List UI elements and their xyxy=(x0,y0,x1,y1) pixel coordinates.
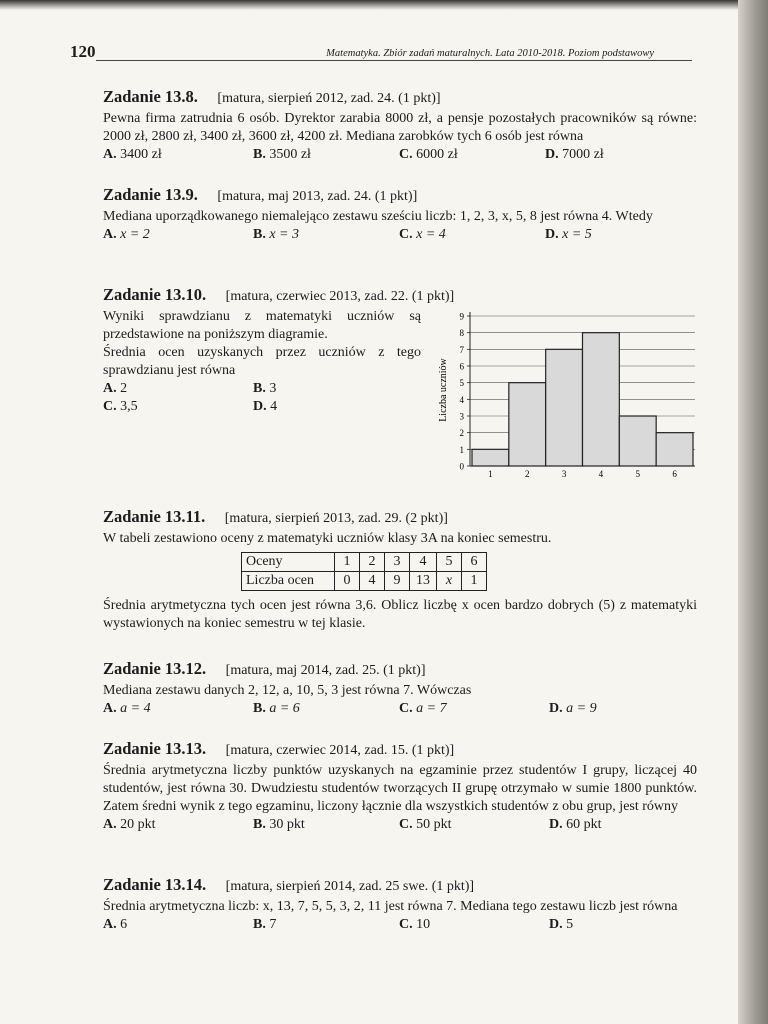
table-row-header: Oceny xyxy=(242,553,335,572)
task-text: Średnia arytmetyczna tych ocen jest równa 3,6. Oblicz liczbę x ocen bardzo dobrych (5) z matematyki wystawionych na koniec semestru w tej klasie. xyxy=(103,598,697,631)
y-tick-label: 8 xyxy=(459,328,464,339)
x-tick-label: 1 xyxy=(488,469,493,479)
answer-b: B. 7 xyxy=(253,917,277,932)
x-tick-label: 5 xyxy=(635,469,640,479)
answer-c: C. 3,5 xyxy=(103,399,138,414)
table-row xyxy=(242,553,487,572)
answer-c: C. 10 xyxy=(399,917,431,932)
task-13-9 xyxy=(103,186,697,245)
running-title: Matematyka. Zbiór zadań maturalnych. Lata 2010-2018. Poziom podstawowy xyxy=(326,48,654,59)
x-tick-label: 4 xyxy=(598,469,604,479)
table-cell: 1 xyxy=(335,553,360,572)
task-source: [matura, czerwiec 2013, zad. 22. (1 pkt)] xyxy=(225,289,455,304)
table-cell: 4 xyxy=(410,553,437,572)
y-tick-label: 2 xyxy=(459,428,464,439)
y-tick-label: 4 xyxy=(459,394,464,405)
answer-a: A. 20 pkt xyxy=(103,817,156,832)
task-source: [matura, czerwiec 2014, zad. 15. (1 pkt)] xyxy=(225,743,455,758)
answer-row xyxy=(103,916,697,935)
answer-a: A. 3400 zł xyxy=(103,147,162,162)
answer-c: C. 50 pkt xyxy=(399,817,452,832)
table-cell: x xyxy=(437,572,462,591)
table-cell: 9 xyxy=(385,572,410,591)
task-text: Pewna firma zatrudnia 6 osób. Dyrektor zarabia 8000 zł, a pensje pozostałych pracowników są równe: 2000 zł, 2800 zł, 3400 zł, 3600 zł, 4200 zł. Mediana zarobków tych 6 osób jest równa xyxy=(103,111,697,144)
task-13-8 xyxy=(103,88,697,165)
page-header xyxy=(70,42,692,62)
task-title: Zadanie 13.10. xyxy=(103,285,207,304)
y-tick-label: 7 xyxy=(459,344,464,355)
answer-c: C. a = 7 xyxy=(399,701,447,716)
histogram-bar xyxy=(472,449,509,466)
task-title: Zadanie 13.13. xyxy=(103,739,207,758)
x-tick-label: 3 xyxy=(561,469,567,479)
table-cell: 6 xyxy=(462,553,487,572)
table-cell: 1 xyxy=(462,572,487,591)
task-13-11 xyxy=(103,508,697,633)
y-tick-label: 5 xyxy=(459,378,464,389)
task-text: Wyniki sprawdzianu z matematyki uczniów są przedstawione na poniższym diagramie. xyxy=(103,309,421,342)
task-source: [matura, sierpień 2014, zad. 25 swe. (1 pkt)] xyxy=(225,879,475,894)
task-text: Mediana zestawu danych 2, 12, a, 10, 5, 3 jest równa 7. Wówczas xyxy=(103,683,472,698)
y-tick-label: 0 xyxy=(459,461,464,472)
answer-b: B. 3500 zł xyxy=(253,147,311,162)
histogram-bar xyxy=(656,433,693,466)
table-row xyxy=(242,572,487,591)
answer-c: C. x = 4 xyxy=(399,227,446,242)
task-source: [matura, sierpień 2012, zad. 24. (1 pkt)] xyxy=(217,91,441,106)
task-title: Zadanie 13.11. xyxy=(103,507,206,526)
x-tick-label: 6 xyxy=(672,469,677,479)
task-text: Średnia arytmetyczna liczb: x, 13, 7, 5, 5, 3, 2, 11 jest równa 7. Mediana tego zestawu liczb jest równa xyxy=(103,899,678,914)
answer-b: B. 3 xyxy=(253,381,277,396)
y-axis-label: Liczba uczniów xyxy=(438,358,449,422)
task-title: Zadanie 13.9. xyxy=(103,185,198,204)
y-tick-label: 9 xyxy=(459,311,464,322)
table-cell: 4 xyxy=(360,572,385,591)
answer-d: D. a = 9 xyxy=(549,701,597,716)
task-source: [matura, maj 2014, zad. 25. (1 pkt)] xyxy=(225,663,426,678)
task-text: Średnia arytmetyczna liczby punktów uzyskanych na egzaminie przez studentów I grupy, liczącej 40 studentów, jest równa 30. Dwudziestu studentów tworzących II grupę otrzymało w sumie 1800 punktów. Zatem średni wynik z tego egzaminu, liczony łącznie dla wszystkich studentów z obu grup, jest równy xyxy=(103,763,697,814)
histogram-bar xyxy=(546,349,583,466)
y-tick-label: 3 xyxy=(459,411,464,422)
table-cell: 5 xyxy=(437,553,462,572)
answer-grid xyxy=(103,380,423,418)
answer-a: A. 2 xyxy=(103,381,128,396)
answer-b: B. x = 3 xyxy=(253,227,300,242)
table-cell: 3 xyxy=(385,553,410,572)
y-tick-label: 6 xyxy=(459,361,464,372)
table-cell: 13 xyxy=(410,572,437,591)
task-text: Średnia ocen uzyskanych przez uczniów z tego sprawdzianu jest równa xyxy=(103,345,421,378)
book-gutter xyxy=(738,0,768,1024)
histogram-bar xyxy=(509,383,546,466)
task-source: [matura, sierpień 2013, zad. 29. (2 pkt)] xyxy=(224,511,448,526)
histogram-bar xyxy=(583,333,620,466)
task-title: Zadanie 13.14. xyxy=(103,875,207,894)
answer-a: A. a = 4 xyxy=(103,701,151,716)
answer-d: D. 7000 zł xyxy=(545,147,604,162)
grades-table xyxy=(241,552,487,591)
answer-row xyxy=(103,146,697,165)
answer-b: B. a = 6 xyxy=(253,701,300,716)
task-title: Zadanie 13.8. xyxy=(103,87,198,106)
table-cell: 2 xyxy=(360,553,385,572)
task-13-14 xyxy=(103,876,697,935)
x-tick-label: 2 xyxy=(525,469,530,479)
answer-row xyxy=(103,700,697,719)
answer-a: A. x = 2 xyxy=(103,227,150,242)
table-cell: 0 xyxy=(335,572,360,591)
answer-c: C. 6000 zł xyxy=(399,147,458,162)
task-title: Zadanie 13.12. xyxy=(103,659,207,678)
task-text: Mediana uporządkowanego niemalejąco zestawu sześciu liczb: 1, 2, 3, x, 5, 8 jest równa 4. Wtedy xyxy=(103,209,653,224)
task-13-12 xyxy=(103,660,697,719)
task-source: [matura, maj 2013, zad. 24. (1 pkt)] xyxy=(217,189,418,204)
table-row-header: Liczba ocen xyxy=(242,572,335,591)
page-number: 120 xyxy=(70,42,96,61)
answer-d: D. 5 xyxy=(549,917,574,932)
histogram-chart xyxy=(420,306,700,486)
answer-row xyxy=(103,816,697,835)
header-rule xyxy=(96,60,692,61)
page-top-shadow xyxy=(0,0,738,10)
task-13-13 xyxy=(103,740,697,835)
answer-d: D. 4 xyxy=(253,399,278,414)
task-text: W tabeli zestawiono oceny z matematyki uczniów klasy 3A na koniec semestru. xyxy=(103,531,552,546)
histogram-bar xyxy=(619,416,656,466)
answer-b: B. 30 pkt xyxy=(253,817,305,832)
answer-d: D. x = 5 xyxy=(545,227,592,242)
y-tick-label: 1 xyxy=(459,444,464,455)
answer-row xyxy=(103,226,697,245)
answer-a: A. 6 xyxy=(103,917,128,932)
answer-d: D. 60 pkt xyxy=(549,817,602,832)
